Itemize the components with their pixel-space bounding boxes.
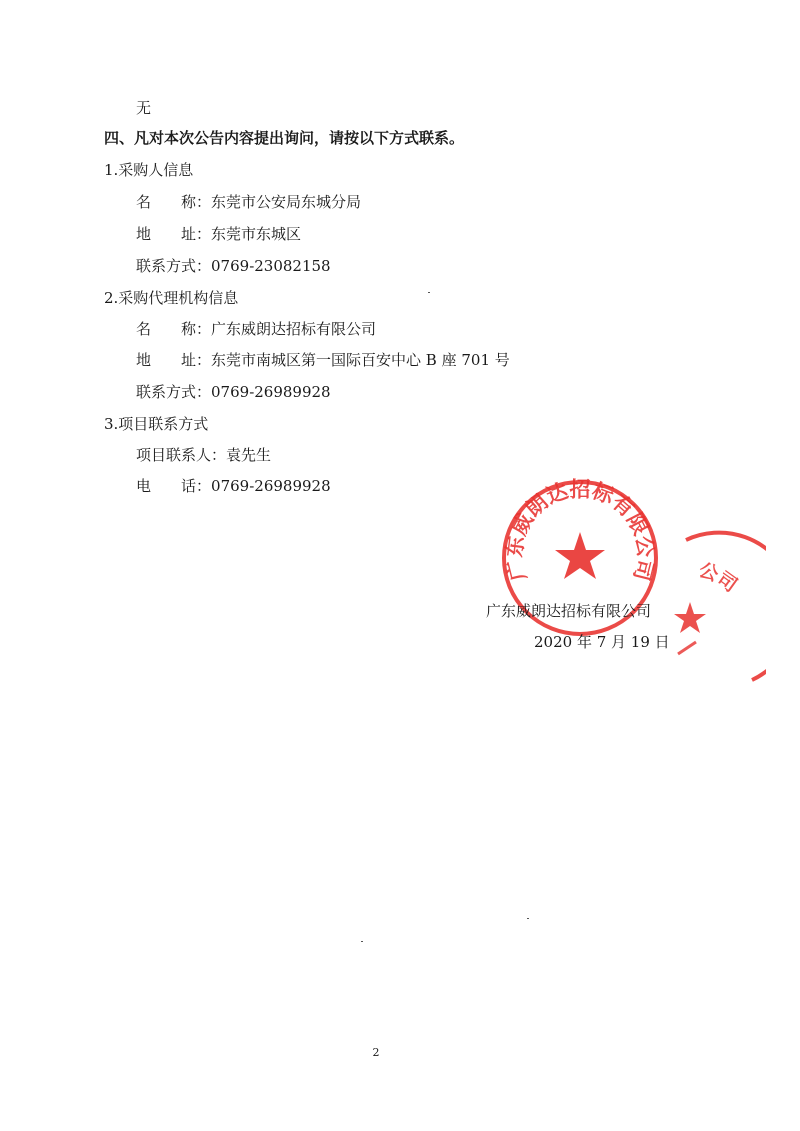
- agency-address-label-b: 址：: [181, 351, 212, 369]
- agency-contact-value: 0769-26989928: [211, 383, 331, 401]
- section-four-heading: 四、凡对本次公告内容提出询问，请按以下方式联系。: [104, 129, 465, 147]
- agency-heading: 2.采购代理机构信息: [104, 289, 239, 307]
- purchaser-address-value: 东莞市东城区: [211, 225, 302, 243]
- purchaser-name-label-a: 名: [136, 193, 152, 211]
- page-number: 2: [372, 1046, 380, 1059]
- project-person-value: 袁先生: [226, 446, 272, 464]
- agency-name-value: 广东威朗达招标有限公司: [211, 320, 377, 338]
- project-heading: 3.项目联系方式: [104, 415, 209, 433]
- scan-speck: [361, 941, 363, 942]
- project-person-row: [136, 445, 271, 465]
- none-text: 无: [136, 99, 152, 117]
- agency-address-label-a: 地: [136, 351, 152, 369]
- signature-company: 广东威朗达招标有限公司: [486, 602, 652, 620]
- agency-contact-label: 联系方式：: [136, 383, 212, 401]
- svg-text:广东威朗达招标有限公司: 广东威朗达招标有限公司: [501, 476, 659, 584]
- purchaser-contact-value: 0769-23082158: [211, 257, 331, 275]
- signature-date: 2020 年 7 月 19 日: [534, 633, 670, 651]
- agency-name-label-b: 称：: [181, 320, 212, 338]
- agency-address-row: [136, 350, 510, 370]
- svg-text:公司: 公司: [695, 558, 742, 597]
- project-person-label: 项目联系人：: [136, 446, 227, 464]
- scan-speck: [527, 918, 529, 919]
- project-phone-value: 0769-26989928: [211, 477, 331, 495]
- purchaser-heading: 1.采购人信息: [104, 161, 194, 179]
- partial-seal-icon: [666, 524, 766, 694]
- agency-name-row: [136, 319, 376, 339]
- project-phone-label-a: 电: [136, 477, 152, 495]
- purchaser-name-row: [136, 192, 361, 212]
- project-phone-label-b: 话：: [181, 477, 212, 495]
- purchaser-name-value: 东莞市公安局东城分局: [211, 193, 362, 211]
- purchaser-contact-row: [136, 256, 331, 276]
- purchaser-name-label-b: 称：: [181, 193, 212, 211]
- agency-contact-row: [136, 382, 331, 402]
- purchaser-address-label-b: 址：: [181, 225, 212, 243]
- purchaser-address-label-a: 地: [136, 225, 152, 243]
- scan-speck: [428, 292, 430, 293]
- project-phone-row: [136, 476, 331, 496]
- purchaser-contact-label: 联系方式：: [136, 257, 212, 275]
- agency-name-label-a: 名: [136, 320, 152, 338]
- purchaser-address-row: [136, 224, 301, 244]
- agency-address-value: 东莞市南城区第一国际百安中心 B 座 701 号: [211, 351, 510, 369]
